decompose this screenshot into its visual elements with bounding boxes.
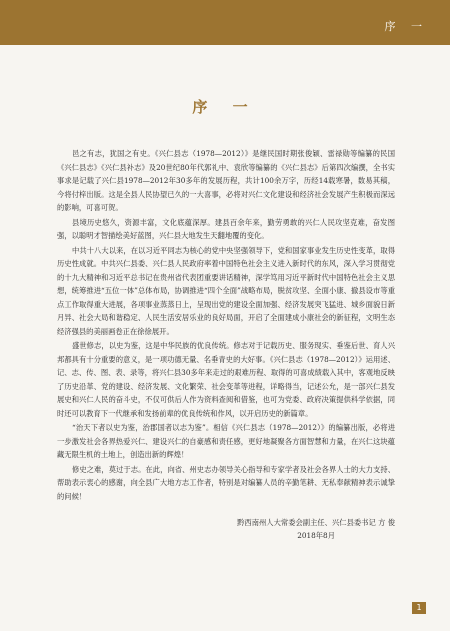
page-number: 1 <box>412 602 426 614</box>
paragraph: 邑之有志，犹国之有史。《兴仁县志（1978—2012）》是继民国时期张俊颖、雷禄勋等编纂的民国《兴仁县志》《兴仁县补志》及20世纪80年代郭礼中、袁欣等编纂的《兴仁县志》后第四次编撰，全书实事求是记载了兴仁县1978—2012年30多年的发展历程，共计100余万字，历经14载寒暑，数易其稿，今将付梓出版。这是全县人民协望已久的一大喜事，必将对兴仁文化建设和经济社会发展产生积极而深远的影响，可喜可贺。 <box>57 149 395 212</box>
running-header: 序 一 <box>384 20 428 33</box>
signature-date: 2018年8月 <box>297 531 335 540</box>
page-title: 序 一 <box>192 98 258 116</box>
signature-author: 黔西南州人大常委会副主任、兴仁县委书记 方 俊 <box>237 518 395 527</box>
paragraph: “治天下者以史为鉴，治郡国者以志为鉴”。相信《兴仁县志（1978—2012）》的编纂出版，必将进一步激发社会各界热爱兴仁、建设兴仁的自豪感和责任感，更好地凝聚各方面智慧和力量，在兴仁这块蕴藏无限生机的土地上，创造出新的辉煌！ <box>57 423 395 459</box>
paragraph: 盛世修志，以史为鉴，这是中华民族的优良传统。修志对于记载历史、服务现实、垂鉴后世、育人兴邦都具有十分重要的意义，是一项功德无量、名垂青史的大好事。《兴仁县志（1978—2012）》运用述、记、志、传、图、表、录等，将兴仁县30多年来走过的艰难历程、取得的可喜成绩载入其中，客观地反映了历史沿革、党的建设、经济发展、文化繁荣、社会变革等进程，详略得当，记述公允，是一部兴仁县发展史和兴仁人民的奋斗史，不仅可供后人作为资料查阅和借鉴，也可为党委、政府决策提供科学依据，同时还可以教育下一代继承和发扬前辈的优良传统和作风，以开启历史的新篇章。 <box>57 341 395 418</box>
paragraph: 县境历史悠久，资源丰富，文化底蕴深厚。建县百余年来，勤劳勇敢的兴仁人民攻坚克难，奋发图强，以聪明才智描绘美好蓝图，兴仁县大地发生天翻地覆的变化。 <box>57 217 395 240</box>
preface-body <box>57 147 395 503</box>
paragraph: 修史之难，莫过于志。在此，向省、州史志办领导关心指导和专家学者及社会各界人士的大力支持、帮助表示衷心的感谢，向全县广大地方志工作者，特别是对编纂人员的辛勤笔耕、无私奉献精神表示诚挚的问候！ <box>57 464 395 501</box>
header-bar <box>0 0 450 45</box>
paragraph: 中共十八大以来，在以习近平同志为核心的党中央坚强领导下，党和国家事业发生历史性变革，取得历史性成就。中共兴仁县委、兴仁县人民政府率着中国特色社会主义进入新时代的东风，深入学习贯彻党的十九大精神和习近平总书记在贵州省代表团重要讲话精神，深学笃用习近平新时代中国特色社会主义思想，统筹推进“五位一体”总体布局，协调推进“四个全面”战略布局，脱贫攻坚、全面小康、撤县设市等重点工作取得重大进展，各项事业蒸蒸日上，呈现出党的建设全面加强、经济发展突飞猛进、城乡面貌日新月异、社会大局和谐稳定、人民生活安居乐业的良好局面，开启了全面建成小康社会的新征程，文明生态经济强县的美丽画卷正在徐徐展开。 <box>57 245 395 336</box>
signature-block <box>57 516 395 542</box>
